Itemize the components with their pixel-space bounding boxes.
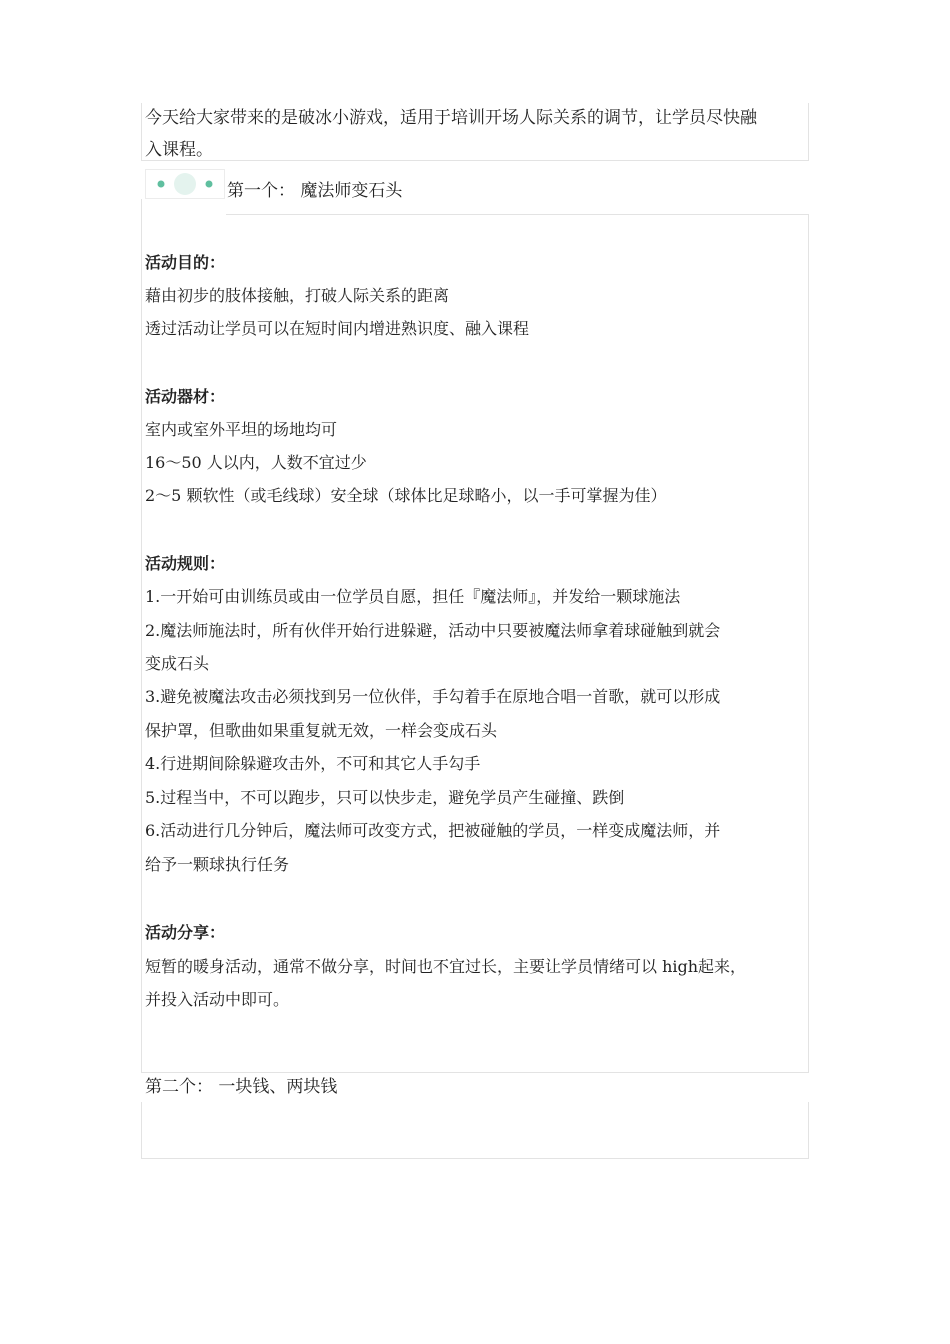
game1-title: 第一个： 魔法师变石头 [227, 181, 403, 201]
game2-box [141, 1102, 809, 1159]
rules-line-3: 变成石头 [145, 654, 210, 673]
rules-line-9: 给予一颗球执行任务 [145, 855, 290, 874]
game1-box-bottom [141, 1072, 809, 1073]
rules-line-4: 3.避免被魔法攻击必须找到另一位伙伴，手勾着手在原地合唱一首歌，就可以形成 [145, 687, 721, 706]
purpose-heading: 活动目的： [145, 253, 226, 272]
purpose-line-2: 透过活动让学员可以在短时间内增进熟识度、融入课程 [145, 319, 530, 338]
rules-line-6: 4.行进期间除躲避攻击外，不可和其它人手勾手 [145, 754, 481, 773]
equipment-line-2: 16～50 人以内，人数不宜过少 [145, 453, 367, 472]
rules-heading: 活动规则： [145, 554, 226, 573]
rules-line-7: 5.过程当中，不可以跑步，只可以快步走，避免学员产生碰撞、跌倒 [145, 788, 625, 807]
rules-line-5: 保护罩，但歌曲如果重复就无效，一样会变成石头 [145, 721, 498, 740]
game1-box-top [226, 214, 809, 215]
rules-line-8: 6.活动进行几分钟后，魔法师可改变方式，把被碰触的学员，一样变成魔法师，并 [145, 821, 721, 840]
intro-line-1: 今天给大家带来的是破冰小游戏，适用于培训开场人际关系的调节，让学员尽快融 [145, 108, 757, 128]
sharing-heading: 活动分享： [145, 923, 226, 942]
decorative-dots-image [145, 169, 225, 199]
game2-title: 第二个： 一块钱、两块钱 [145, 1077, 338, 1097]
equipment-line-3: 2～5 颗软性（或毛线球）安全球（球体比足球略小，以一手可掌握为佳） [145, 486, 667, 505]
sharing-line-2: 并投入活动中即可。 [145, 990, 290, 1009]
rules-line-1: 1.一开始可由训练员或由一位学员自愿，担任『魔法师』，并发给一颗球施法 [145, 587, 681, 606]
equipment-line-1: 室内或室外平坦的场地均可 [145, 420, 338, 439]
intro-line-2: 入课程。 [145, 140, 213, 160]
game1-box-left [141, 199, 142, 1073]
purpose-line-1: 藉由初步的肢体接触，打破人际关系的距离 [145, 286, 450, 305]
dots-icon [146, 170, 224, 198]
equipment-heading: 活动器材： [145, 387, 226, 406]
rules-line-2: 2.魔法师施法时，所有伙伴开始行进躲避，活动中只要被魔法师拿着球碰触到就会 [145, 621, 721, 640]
game1-box-right [808, 214, 809, 1073]
sharing-line-1: 短暂的暖身活动，通常不做分享，时间也不宜过长，主要让学员情绪可以 high起来， [145, 957, 747, 976]
